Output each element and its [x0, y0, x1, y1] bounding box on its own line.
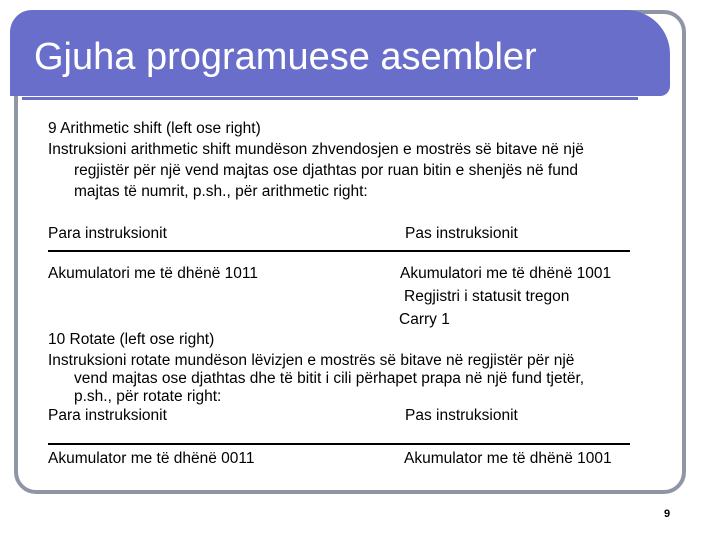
section9-after-label: Pas instruksionit — [405, 225, 518, 242]
section10-after-value: Akumulator me të dhënë 1001 — [404, 450, 612, 467]
section9-carry-note: Carry 1 — [399, 311, 450, 328]
section9-heading: 9 Arithmetic shift (left ose right) — [48, 120, 261, 137]
section10-before-value: Akumulator me të dhënë 0011 — [48, 450, 255, 467]
section10-desc-line-3: p.sh., për rotate right: — [74, 388, 222, 405]
section10-divider — [48, 443, 630, 445]
section9-divider — [48, 250, 630, 252]
section9-after-value: Akumulatori me të dhënë 1001 — [400, 265, 612, 282]
section9-desc-line-1: Instruksioni arithmetic shift mundëson zhvendosjen e mostrës së bitave në një — [48, 141, 584, 158]
section10-heading: 10 Rotate (left ose right) — [48, 331, 215, 348]
section10-after-label: Pas instruksionit — [405, 407, 518, 424]
section9-desc-line-3: majtas të numrit, p.sh., për arithmetic right: — [74, 183, 368, 200]
section9-desc-line-2: regjistër për një vend majtas ose djathtas por ruan bitin e shenjës në fund — [74, 162, 579, 179]
section10-desc-line-2: vend majtas ose djathtas dhe të bitit i cili përhapet prapa në një fund tjetër, — [74, 370, 585, 387]
page-number: 9 — [664, 508, 671, 520]
section9-before-label: Para instruksionit — [48, 225, 167, 242]
section10-before-label: Para instruksionit — [48, 407, 167, 424]
section9-status-note: Regjistri i statusit tregon — [404, 288, 570, 305]
slide-title: Gjuha programuese asembler — [34, 36, 537, 78]
section9-before-value: Akumulatori me të dhënë 1011 — [48, 265, 258, 282]
section10-desc-line-1: Instruksioni rotate mundëson lëvizjen e mostrës së bitave në regjistër për një — [48, 352, 575, 369]
